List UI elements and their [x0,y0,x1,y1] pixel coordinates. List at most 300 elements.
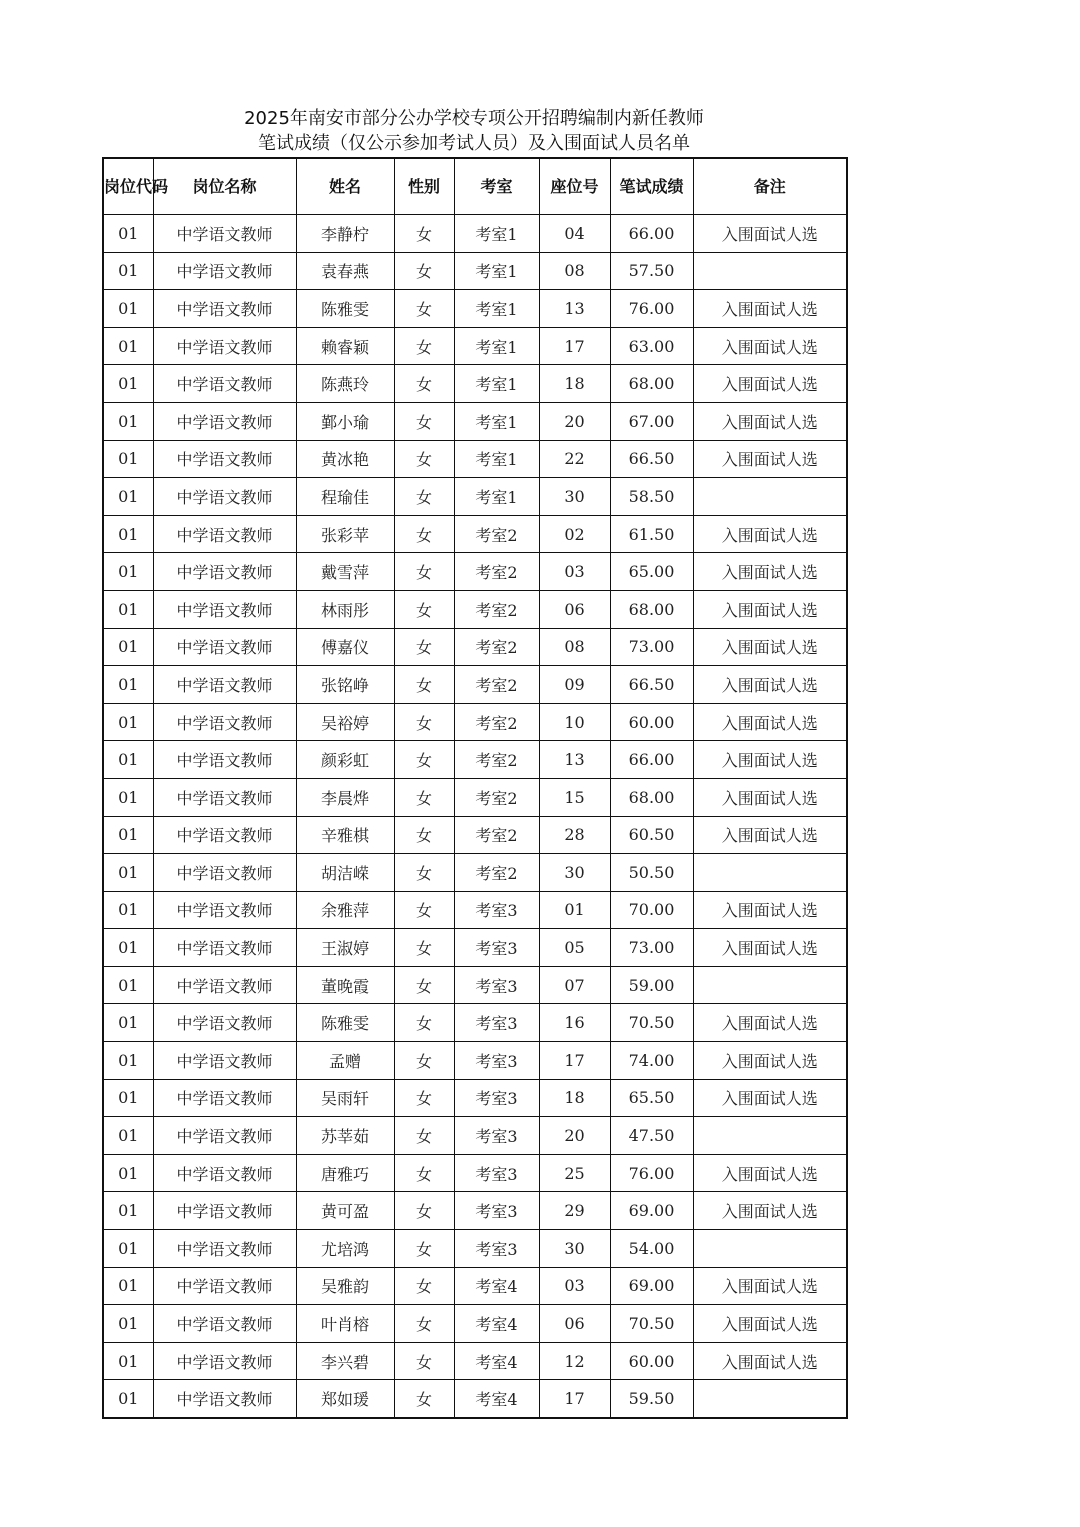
written-score-cell: 65.00 [610,553,693,591]
table-row [103,1380,847,1418]
results-table [102,157,848,1419]
gender-cell: 女 [394,778,454,816]
remarks-cell: 入围面试人选 [693,1192,847,1230]
header-written-score: 笔试成绩 [610,158,693,215]
name-cell: 林雨彤 [296,590,394,628]
gender-cell: 女 [394,365,454,403]
written-score-cell: 58.50 [610,478,693,516]
exam-room-cell: 考室1 [454,252,539,290]
seat-number-cell: 09 [539,666,610,704]
gender-cell: 女 [394,1192,454,1230]
table-row [103,327,847,365]
seat-number-cell: 06 [539,1305,610,1343]
position-name-cell: 中学语文教师 [153,327,296,365]
table-row [103,1154,847,1192]
seat-number-cell: 03 [539,553,610,591]
remarks-cell: 入围面试人选 [693,929,847,967]
table-row [103,854,847,892]
written-score-cell: 59.50 [610,1380,693,1418]
gender-cell: 女 [394,515,454,553]
exam-room-cell: 考室1 [454,478,539,516]
position-name-cell: 中学语文教师 [153,1117,296,1155]
remarks-cell: 入围面试人选 [693,1267,847,1305]
exam-room-cell: 考室2 [454,515,539,553]
exam-room-cell: 考室2 [454,553,539,591]
position-name-cell: 中学语文教师 [153,816,296,854]
gender-cell: 女 [394,666,454,704]
name-cell: 黄可盈 [296,1192,394,1230]
remarks-cell: 入围面试人选 [693,1042,847,1080]
seat-number-cell: 29 [539,1192,610,1230]
position-code-cell: 01 [103,1230,153,1268]
remarks-cell: 入围面试人选 [693,327,847,365]
position-name-cell: 中学语文教师 [153,515,296,553]
header-gender: 性别 [394,158,454,215]
table-row [103,515,847,553]
seat-number-cell: 04 [539,215,610,253]
written-score-cell: 67.00 [610,402,693,440]
exam-room-cell: 考室1 [454,215,539,253]
gender-cell: 女 [394,703,454,741]
name-cell: 黄冰艳 [296,440,394,478]
exam-room-cell: 考室4 [454,1342,539,1380]
written-score-cell: 70.00 [610,891,693,929]
remarks-cell: 入围面试人选 [693,440,847,478]
remarks-cell: 入围面试人选 [693,816,847,854]
position-code-cell: 01 [103,402,153,440]
seat-number-cell: 16 [539,1004,610,1042]
header-position-name: 岗位名称 [153,158,296,215]
exam-room-cell: 考室2 [454,666,539,704]
remarks-cell [693,1380,847,1418]
name-cell: 李晨烨 [296,778,394,816]
exam-room-cell: 考室2 [454,778,539,816]
table-row [103,1004,847,1042]
gender-cell: 女 [394,478,454,516]
written-score-cell: 73.00 [610,628,693,666]
table-row [103,816,847,854]
seat-number-cell: 22 [539,440,610,478]
written-score-cell: 66.50 [610,666,693,704]
position-name-cell: 中学语文教师 [153,778,296,816]
seat-number-cell: 12 [539,1342,610,1380]
gender-cell: 女 [394,1230,454,1268]
table-row [103,402,847,440]
gender-cell: 女 [394,741,454,779]
remarks-cell: 入围面试人选 [693,1305,847,1343]
position-code-cell: 01 [103,1042,153,1080]
table-row [103,1305,847,1343]
name-cell: 辛雅棋 [296,816,394,854]
position-code-cell: 01 [103,703,153,741]
name-cell: 尤培鸿 [296,1230,394,1268]
name-cell: 董晚霞 [296,966,394,1004]
seat-number-cell: 06 [539,590,610,628]
exam-room-cell: 考室4 [454,1380,539,1418]
written-score-cell: 50.50 [610,854,693,892]
name-cell: 李静柠 [296,215,394,253]
seat-number-cell: 25 [539,1154,610,1192]
exam-room-cell: 考室3 [454,891,539,929]
name-cell: 王淑婷 [296,929,394,967]
gender-cell: 女 [394,1117,454,1155]
table-row [103,628,847,666]
seat-number-cell: 13 [539,290,610,328]
seat-number-cell: 02 [539,515,610,553]
written-score-cell: 65.50 [610,1079,693,1117]
remarks-cell: 入围面试人选 [693,590,847,628]
name-cell: 唐雅巧 [296,1154,394,1192]
written-score-cell: 57.50 [610,252,693,290]
remarks-cell [693,966,847,1004]
position-code-cell: 01 [103,1305,153,1343]
name-cell: 吴雨轩 [296,1079,394,1117]
seat-number-cell: 30 [539,854,610,892]
exam-room-cell: 考室3 [454,1230,539,1268]
exam-room-cell: 考室1 [454,290,539,328]
position-code-cell: 01 [103,741,153,779]
position-name-cell: 中学语文教师 [153,891,296,929]
position-code-cell: 01 [103,252,153,290]
gender-cell: 女 [394,1004,454,1042]
name-cell: 李兴碧 [296,1342,394,1380]
remarks-cell: 入围面试人选 [693,515,847,553]
seat-number-cell: 18 [539,1079,610,1117]
exam-room-cell: 考室2 [454,590,539,628]
exam-room-cell: 考室1 [454,402,539,440]
position-code-cell: 01 [103,290,153,328]
remarks-cell: 入围面试人选 [693,553,847,591]
position-name-cell: 中学语文教师 [153,929,296,967]
seat-number-cell: 30 [539,1230,610,1268]
position-name-cell: 中学语文教师 [153,1079,296,1117]
seat-number-cell: 18 [539,365,610,403]
table-row [103,215,847,253]
remarks-cell [693,478,847,516]
gender-cell: 女 [394,966,454,1004]
name-cell: 吴裕婷 [296,703,394,741]
gender-cell: 女 [394,628,454,666]
table-row [103,1230,847,1268]
name-cell: 孟赠 [296,1042,394,1080]
remarks-cell: 入围面试人选 [693,1004,847,1042]
written-score-cell: 74.00 [610,1042,693,1080]
written-score-cell: 60.00 [610,703,693,741]
written-score-cell: 63.00 [610,327,693,365]
gender-cell: 女 [394,929,454,967]
seat-number-cell: 07 [539,966,610,1004]
written-score-cell: 70.50 [610,1305,693,1343]
name-cell: 戴雪萍 [296,553,394,591]
position-name-cell: 中学语文教师 [153,666,296,704]
position-name-cell: 中学语文教师 [153,1192,296,1230]
remarks-cell: 入围面试人选 [693,402,847,440]
position-name-cell: 中学语文教师 [153,440,296,478]
position-name-cell: 中学语文教师 [153,966,296,1004]
gender-cell: 女 [394,816,454,854]
header-seat-number: 座位号 [539,158,610,215]
position-code-cell: 01 [103,1154,153,1192]
remarks-cell: 入围面试人选 [693,628,847,666]
position-code-cell: 01 [103,628,153,666]
exam-room-cell: 考室4 [454,1305,539,1343]
written-score-cell: 54.00 [610,1230,693,1268]
position-code-cell: 01 [103,1192,153,1230]
table-row [103,1117,847,1155]
exam-room-cell: 考室2 [454,628,539,666]
position-name-cell: 中学语文教师 [153,1380,296,1418]
exam-room-cell: 考室3 [454,929,539,967]
name-cell: 陈燕玲 [296,365,394,403]
table-row [103,1267,847,1305]
name-cell: 张彩苹 [296,515,394,553]
position-name-cell: 中学语文教师 [153,703,296,741]
seat-number-cell: 28 [539,816,610,854]
written-score-cell: 76.00 [610,290,693,328]
name-cell: 郑如瑗 [296,1380,394,1418]
table-body [103,215,847,1419]
gender-cell: 女 [394,1380,454,1418]
header-exam-room: 考室 [454,158,539,215]
position-name-cell: 中学语文教师 [153,215,296,253]
name-cell: 张铭峥 [296,666,394,704]
gender-cell: 女 [394,1342,454,1380]
position-code-cell: 01 [103,440,153,478]
position-code-cell: 01 [103,327,153,365]
position-name-cell: 中学语文教师 [153,290,296,328]
header-position-code: 岗位代码 [103,158,153,215]
seat-number-cell: 10 [539,703,610,741]
exam-room-cell: 考室2 [454,741,539,779]
exam-room-cell: 考室2 [454,854,539,892]
remarks-cell: 入围面试人选 [693,1154,847,1192]
exam-room-cell: 考室3 [454,966,539,1004]
position-code-cell: 01 [103,515,153,553]
gender-cell: 女 [394,440,454,478]
position-name-cell: 中学语文教师 [153,402,296,440]
exam-room-cell: 考室3 [454,1192,539,1230]
remarks-cell: 入围面试人选 [693,778,847,816]
name-cell: 陈雅雯 [296,1004,394,1042]
position-code-cell: 01 [103,854,153,892]
position-code-cell: 01 [103,966,153,1004]
position-code-cell: 01 [103,929,153,967]
remarks-cell: 入围面试人选 [693,703,847,741]
remarks-cell [693,252,847,290]
remarks-cell: 入围面试人选 [693,365,847,403]
table-row [103,1342,847,1380]
name-cell: 叶肖榕 [296,1305,394,1343]
position-code-cell: 01 [103,891,153,929]
exam-room-cell: 考室2 [454,703,539,741]
position-name-cell: 中学语文教师 [153,553,296,591]
table-row [103,478,847,516]
position-code-cell: 01 [103,666,153,704]
position-code-cell: 01 [103,816,153,854]
position-name-cell: 中学语文教师 [153,628,296,666]
seat-number-cell: 03 [539,1267,610,1305]
remarks-cell [693,1117,847,1155]
name-cell: 程瑜佳 [296,478,394,516]
written-score-cell: 60.00 [610,1342,693,1380]
written-score-cell: 70.50 [610,1004,693,1042]
position-name-cell: 中学语文教师 [153,854,296,892]
position-name-cell: 中学语文教师 [153,1154,296,1192]
exam-room-cell: 考室2 [454,816,539,854]
written-score-cell: 73.00 [610,929,693,967]
gender-cell: 女 [394,1079,454,1117]
table-row [103,365,847,403]
table-row [103,553,847,591]
written-score-cell: 66.50 [610,440,693,478]
seat-number-cell: 05 [539,929,610,967]
remarks-cell: 入围面试人选 [693,290,847,328]
written-score-cell: 59.00 [610,966,693,1004]
seat-number-cell: 01 [539,891,610,929]
document-title-line2: 笔试成绩（仅公示参加考试人员）及入围面试人员名单 [258,133,690,154]
position-code-cell: 01 [103,1079,153,1117]
exam-room-cell: 考室3 [454,1004,539,1042]
exam-room-cell: 考室1 [454,365,539,403]
position-code-cell: 01 [103,590,153,628]
name-cell: 苏莘茹 [296,1117,394,1155]
seat-number-cell: 17 [539,327,610,365]
exam-room-cell: 考室3 [454,1117,539,1155]
remarks-cell: 入围面试人选 [693,666,847,704]
seat-number-cell: 13 [539,741,610,779]
remarks-cell [693,854,847,892]
name-cell: 颜彩虹 [296,741,394,779]
name-cell: 余雅萍 [296,891,394,929]
position-code-cell: 01 [103,1117,153,1155]
seat-number-cell: 17 [539,1380,610,1418]
written-score-cell: 68.00 [610,365,693,403]
remarks-cell: 入围面试人选 [693,1342,847,1380]
table-row [103,1079,847,1117]
exam-room-cell: 考室3 [454,1079,539,1117]
table-row [103,666,847,704]
exam-room-cell: 考室4 [454,1267,539,1305]
remarks-cell: 入围面试人选 [693,741,847,779]
written-score-cell: 69.00 [610,1267,693,1305]
gender-cell: 女 [394,290,454,328]
header-name: 姓名 [296,158,394,215]
seat-number-cell: 15 [539,778,610,816]
written-score-cell: 47.50 [610,1117,693,1155]
exam-room-cell: 考室1 [454,440,539,478]
table-row [103,590,847,628]
remarks-cell: 入围面试人选 [693,1079,847,1117]
gender-cell: 女 [394,402,454,440]
position-code-cell: 01 [103,1004,153,1042]
table-row [103,891,847,929]
position-name-cell: 中学语文教师 [153,590,296,628]
seat-number-cell: 30 [539,478,610,516]
gender-cell: 女 [394,891,454,929]
position-name-cell: 中学语文教师 [153,1004,296,1042]
table-row [103,703,847,741]
position-name-cell: 中学语文教师 [153,1042,296,1080]
position-code-cell: 01 [103,1380,153,1418]
gender-cell: 女 [394,1042,454,1080]
position-code-cell: 01 [103,1342,153,1380]
written-score-cell: 61.50 [610,515,693,553]
table-row [103,929,847,967]
position-code-cell: 01 [103,778,153,816]
exam-room-cell: 考室3 [454,1042,539,1080]
position-code-cell: 01 [103,478,153,516]
position-code-cell: 01 [103,1267,153,1305]
written-score-cell: 76.00 [610,1154,693,1192]
position-code-cell: 01 [103,215,153,253]
gender-cell: 女 [394,1305,454,1343]
written-score-cell: 68.00 [610,590,693,628]
exam-room-cell: 考室1 [454,327,539,365]
position-name-cell: 中学语文教师 [153,252,296,290]
table-row [103,1192,847,1230]
gender-cell: 女 [394,553,454,591]
table-row [103,290,847,328]
name-cell: 胡洁嵘 [296,854,394,892]
name-cell: 赖睿颖 [296,327,394,365]
exam-room-cell: 考室3 [454,1154,539,1192]
table-header-row [103,158,847,215]
document-title-line1: 2025年南安市部分公办学校专项公开招聘编制内新任教师 [244,108,704,129]
gender-cell: 女 [394,854,454,892]
name-cell: 鄞小瑜 [296,402,394,440]
name-cell: 袁春燕 [296,252,394,290]
header-remarks: 备注 [693,158,847,215]
seat-number-cell: 08 [539,628,610,666]
seat-number-cell: 08 [539,252,610,290]
table-row [103,440,847,478]
gender-cell: 女 [394,215,454,253]
position-code-cell: 01 [103,553,153,591]
name-cell: 吴雅韵 [296,1267,394,1305]
remarks-cell: 入围面试人选 [693,891,847,929]
seat-number-cell: 20 [539,402,610,440]
position-name-cell: 中学语文教师 [153,1267,296,1305]
position-name-cell: 中学语文教师 [153,1342,296,1380]
position-name-cell: 中学语文教师 [153,1305,296,1343]
written-score-cell: 69.00 [610,1192,693,1230]
gender-cell: 女 [394,1154,454,1192]
written-score-cell: 66.00 [610,215,693,253]
written-score-cell: 68.00 [610,778,693,816]
table-row [103,741,847,779]
table-row [103,1042,847,1080]
position-code-cell: 01 [103,365,153,403]
remarks-cell: 入围面试人选 [693,215,847,253]
gender-cell: 女 [394,1267,454,1305]
written-score-cell: 66.00 [610,741,693,779]
seat-number-cell: 20 [539,1117,610,1155]
written-score-cell: 60.50 [610,816,693,854]
gender-cell: 女 [394,590,454,628]
remarks-cell [693,1230,847,1268]
seat-number-cell: 17 [539,1042,610,1080]
table-row [103,778,847,816]
position-name-cell: 中学语文教师 [153,365,296,403]
table-row [103,252,847,290]
table-row [103,966,847,1004]
name-cell: 傅嘉仪 [296,628,394,666]
gender-cell: 女 [394,327,454,365]
position-name-cell: 中学语文教师 [153,741,296,779]
position-name-cell: 中学语文教师 [153,478,296,516]
position-name-cell: 中学语文教师 [153,1230,296,1268]
gender-cell: 女 [394,252,454,290]
